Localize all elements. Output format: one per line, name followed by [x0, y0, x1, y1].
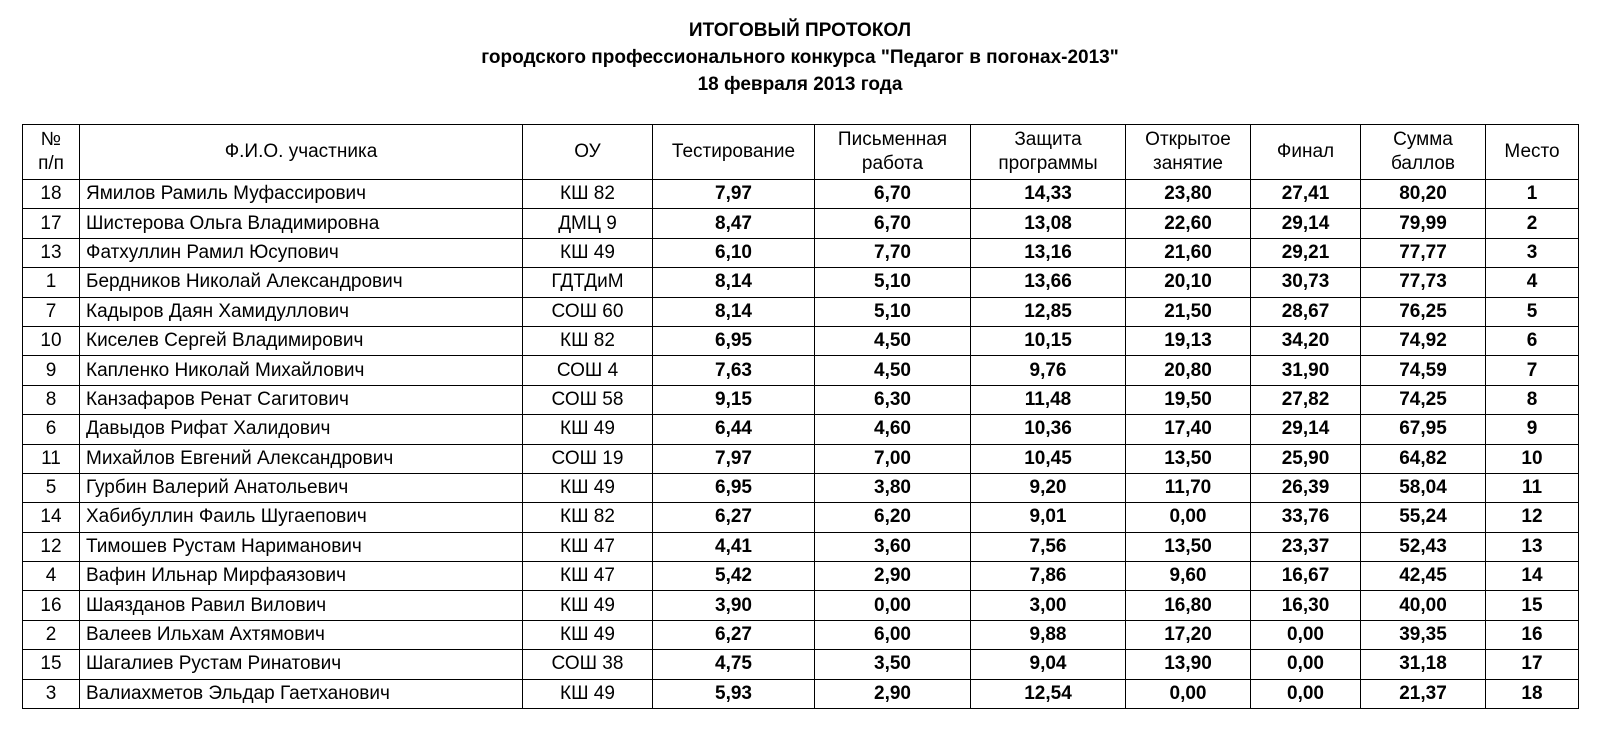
cell-place: 4 — [1486, 268, 1579, 297]
col-header-test: Тестирование — [653, 125, 815, 180]
cell-name: Фатхуллин Рамил Юсупович — [80, 238, 523, 267]
cell-sum: 67,95 — [1361, 415, 1486, 444]
cell-defense: 9,88 — [971, 620, 1126, 649]
cell-place: 9 — [1486, 415, 1579, 444]
cell-number: 9 — [23, 356, 80, 385]
document-date: 18 февраля 2013 года — [697, 74, 903, 95]
cell-open-lesson: 16,80 — [1126, 591, 1251, 620]
cell-open-lesson: 21,50 — [1126, 297, 1251, 326]
table-header-row — [23, 125, 1579, 180]
cell-org: КШ 82 — [523, 326, 653, 355]
cell-org: КШ 49 — [523, 679, 653, 708]
cell-sum: 74,59 — [1361, 356, 1486, 385]
cell-number: 13 — [23, 238, 80, 267]
table-row — [23, 209, 1579, 238]
cell-sum: 39,35 — [1361, 620, 1486, 649]
cell-written: 3,80 — [815, 473, 971, 502]
cell-defense: 13,16 — [971, 238, 1126, 267]
cell-name: Валиахметов Эльдар Гаетханович — [80, 679, 523, 708]
cell-name: Капленко Николай Михайлович — [80, 356, 523, 385]
cell-number: 11 — [23, 444, 80, 473]
cell-test: 6,10 — [653, 238, 815, 267]
cell-place: 10 — [1486, 444, 1579, 473]
cell-name: Шистерова Ольга Владимировна — [80, 209, 523, 238]
cell-written: 4,50 — [815, 326, 971, 355]
cell-open-lesson: 19,13 — [1126, 326, 1251, 355]
cell-written: 6,00 — [815, 620, 971, 649]
cell-defense: 12,54 — [971, 679, 1126, 708]
cell-defense: 10,15 — [971, 326, 1126, 355]
cell-written: 6,70 — [815, 209, 971, 238]
cell-test: 6,95 — [653, 473, 815, 502]
cell-test: 8,14 — [653, 297, 815, 326]
col-header-defense: Защита программы — [971, 125, 1126, 180]
document-header — [0, 17, 1600, 98]
cell-place: 15 — [1486, 591, 1579, 620]
cell-place: 7 — [1486, 356, 1579, 385]
cell-sum: 40,00 — [1361, 591, 1486, 620]
cell-number: 7 — [23, 297, 80, 326]
cell-final: 0,00 — [1251, 620, 1361, 649]
cell-test: 7,97 — [653, 444, 815, 473]
cell-sum: 64,82 — [1361, 444, 1486, 473]
cell-number: 17 — [23, 209, 80, 238]
cell-final: 34,20 — [1251, 326, 1361, 355]
cell-org: КШ 49 — [523, 238, 653, 267]
col-header-org: ОУ — [523, 125, 653, 180]
cell-name: Канзафаров Ренат Сагитович — [80, 385, 523, 414]
table-row — [23, 562, 1579, 591]
cell-sum: 58,04 — [1361, 473, 1486, 502]
cell-test: 8,14 — [653, 268, 815, 297]
table-row — [23, 297, 1579, 326]
cell-name: Шагалиев Рустам Ринатович — [80, 650, 523, 679]
cell-test: 4,41 — [653, 532, 815, 561]
col-header-number: № п/п — [23, 125, 80, 180]
cell-name: Вафин Ильнар Мирфаязович — [80, 562, 523, 591]
cell-place: 1 — [1486, 180, 1579, 209]
cell-open-lesson: 19,50 — [1126, 385, 1251, 414]
cell-org: СОШ 60 — [523, 297, 653, 326]
cell-test: 6,27 — [653, 503, 815, 532]
cell-open-lesson: 0,00 — [1126, 679, 1251, 708]
cell-written: 5,10 — [815, 297, 971, 326]
cell-defense: 10,36 — [971, 415, 1126, 444]
cell-name: Валеев Ильхам Ахтямович — [80, 620, 523, 649]
cell-sum: 74,92 — [1361, 326, 1486, 355]
table-row — [23, 180, 1579, 209]
document-subtitle: городского профессионального конкурса "Педагог в погонах-2013" — [481, 47, 1119, 68]
cell-defense: 11,48 — [971, 385, 1126, 414]
cell-written: 4,50 — [815, 356, 971, 385]
cell-number: 4 — [23, 562, 80, 591]
cell-place: 16 — [1486, 620, 1579, 649]
cell-org: КШ 82 — [523, 180, 653, 209]
cell-name: Хабибуллин Фаиль Шугаепович — [80, 503, 523, 532]
col-header-written: Письменная работа — [815, 125, 971, 180]
cell-name: Кадыров Даян Хамидуллович — [80, 297, 523, 326]
cell-written: 6,20 — [815, 503, 971, 532]
cell-defense: 9,76 — [971, 356, 1126, 385]
table-row — [23, 650, 1579, 679]
cell-place: 12 — [1486, 503, 1579, 532]
cell-place: 8 — [1486, 385, 1579, 414]
table-row — [23, 356, 1579, 385]
cell-sum: 55,24 — [1361, 503, 1486, 532]
cell-sum: 42,45 — [1361, 562, 1486, 591]
cell-org: КШ 47 — [523, 562, 653, 591]
cell-written: 3,50 — [815, 650, 971, 679]
cell-open-lesson: 17,20 — [1126, 620, 1251, 649]
cell-open-lesson: 20,10 — [1126, 268, 1251, 297]
table-row — [23, 385, 1579, 414]
cell-final: 29,14 — [1251, 209, 1361, 238]
cell-defense: 9,20 — [971, 473, 1126, 502]
cell-name: Давыдов Рифат Халидович — [80, 415, 523, 444]
cell-place: 3 — [1486, 238, 1579, 267]
cell-defense: 9,01 — [971, 503, 1126, 532]
cell-final: 27,41 — [1251, 180, 1361, 209]
cell-open-lesson: 22,60 — [1126, 209, 1251, 238]
cell-final: 31,90 — [1251, 356, 1361, 385]
cell-open-lesson: 13,50 — [1126, 444, 1251, 473]
cell-org: ДМЦ 9 — [523, 209, 653, 238]
cell-name: Бердников Николай Александрович — [80, 268, 523, 297]
cell-final: 16,67 — [1251, 562, 1361, 591]
cell-name: Шаязданов Равил Вилович — [80, 591, 523, 620]
cell-defense: 3,00 — [971, 591, 1126, 620]
cell-name: Киселев Сергей Владимирович — [80, 326, 523, 355]
cell-written: 4,60 — [815, 415, 971, 444]
cell-final: 28,67 — [1251, 297, 1361, 326]
cell-written: 6,30 — [815, 385, 971, 414]
cell-final: 16,30 — [1251, 591, 1361, 620]
cell-sum: 77,73 — [1361, 268, 1486, 297]
cell-org: КШ 49 — [523, 473, 653, 502]
cell-sum: 77,77 — [1361, 238, 1486, 267]
cell-place: 17 — [1486, 650, 1579, 679]
cell-number: 14 — [23, 503, 80, 532]
cell-open-lesson: 13,90 — [1126, 650, 1251, 679]
cell-written: 7,00 — [815, 444, 971, 473]
cell-test: 8,47 — [653, 209, 815, 238]
cell-place: 6 — [1486, 326, 1579, 355]
cell-org: СОШ 58 — [523, 385, 653, 414]
cell-org: КШ 49 — [523, 415, 653, 444]
cell-final: 25,90 — [1251, 444, 1361, 473]
cell-final: 30,73 — [1251, 268, 1361, 297]
cell-test: 5,93 — [653, 679, 815, 708]
cell-open-lesson: 9,60 — [1126, 562, 1251, 591]
cell-test: 3,90 — [653, 591, 815, 620]
col-header-open-lesson: Открытое занятие — [1126, 125, 1251, 180]
cell-org: СОШ 19 — [523, 444, 653, 473]
cell-open-lesson: 0,00 — [1126, 503, 1251, 532]
cell-test: 4,75 — [653, 650, 815, 679]
cell-defense: 7,86 — [971, 562, 1126, 591]
document-title: ИТОГОВЫЙ ПРОТОКОЛ — [688, 20, 912, 41]
cell-written: 3,60 — [815, 532, 971, 561]
table-row — [23, 473, 1579, 502]
table-row — [23, 591, 1579, 620]
cell-test: 6,95 — [653, 326, 815, 355]
cell-final: 29,14 — [1251, 415, 1361, 444]
cell-sum: 80,20 — [1361, 180, 1486, 209]
cell-written: 7,70 — [815, 238, 971, 267]
table-row — [23, 238, 1579, 267]
cell-test: 7,63 — [653, 356, 815, 385]
cell-name: Ямилов Рамиль Муфассирович — [80, 180, 523, 209]
cell-written: 0,00 — [815, 591, 971, 620]
cell-number: 5 — [23, 473, 80, 502]
cell-number: 2 — [23, 620, 80, 649]
cell-sum: 52,43 — [1361, 532, 1486, 561]
table-row — [23, 268, 1579, 297]
cell-number: 10 — [23, 326, 80, 355]
cell-defense: 7,56 — [971, 532, 1126, 561]
cell-name: Тимошев Рустам Нариманович — [80, 532, 523, 561]
cell-place: 13 — [1486, 532, 1579, 561]
cell-final: 33,76 — [1251, 503, 1361, 532]
cell-org: СОШ 4 — [523, 356, 653, 385]
cell-number: 8 — [23, 385, 80, 414]
cell-place: 2 — [1486, 209, 1579, 238]
table-body — [23, 180, 1579, 709]
cell-open-lesson: 23,80 — [1126, 180, 1251, 209]
cell-org: КШ 49 — [523, 620, 653, 649]
cell-place: 5 — [1486, 297, 1579, 326]
cell-name: Михайлов Евгений Александрович — [80, 444, 523, 473]
cell-test: 7,97 — [653, 180, 815, 209]
cell-defense: 10,45 — [971, 444, 1126, 473]
cell-sum: 31,18 — [1361, 650, 1486, 679]
cell-final: 0,00 — [1251, 650, 1361, 679]
cell-defense: 13,08 — [971, 209, 1126, 238]
cell-written: 2,90 — [815, 679, 971, 708]
cell-number: 1 — [23, 268, 80, 297]
cell-org: КШ 82 — [523, 503, 653, 532]
cell-open-lesson: 13,50 — [1126, 532, 1251, 561]
table-row — [23, 503, 1579, 532]
cell-org: ГДТДиМ — [523, 268, 653, 297]
cell-final: 0,00 — [1251, 679, 1361, 708]
table-row — [23, 620, 1579, 649]
cell-place: 18 — [1486, 679, 1579, 708]
cell-org: КШ 49 — [523, 591, 653, 620]
cell-final: 23,37 — [1251, 532, 1361, 561]
cell-written: 5,10 — [815, 268, 971, 297]
cell-number: 6 — [23, 415, 80, 444]
cell-defense: 13,66 — [971, 268, 1126, 297]
cell-test: 9,15 — [653, 385, 815, 414]
cell-org: КШ 47 — [523, 532, 653, 561]
cell-test: 6,27 — [653, 620, 815, 649]
cell-place: 11 — [1486, 473, 1579, 502]
cell-test: 6,44 — [653, 415, 815, 444]
cell-number: 3 — [23, 679, 80, 708]
cell-test: 5,42 — [653, 562, 815, 591]
cell-sum: 74,25 — [1361, 385, 1486, 414]
table-row — [23, 326, 1579, 355]
results-table — [22, 124, 1579, 709]
col-header-place: Место — [1486, 125, 1579, 180]
cell-number: 18 — [23, 180, 80, 209]
cell-name: Гурбин Валерий Анатольевич — [80, 473, 523, 502]
table-row — [23, 444, 1579, 473]
cell-number: 16 — [23, 591, 80, 620]
cell-final: 29,21 — [1251, 238, 1361, 267]
col-header-sum: Сумма баллов — [1361, 125, 1486, 180]
table-row — [23, 415, 1579, 444]
cell-open-lesson: 11,70 — [1126, 473, 1251, 502]
cell-defense: 14,33 — [971, 180, 1126, 209]
cell-number: 15 — [23, 650, 80, 679]
cell-open-lesson: 21,60 — [1126, 238, 1251, 267]
cell-sum: 76,25 — [1361, 297, 1486, 326]
cell-place: 14 — [1486, 562, 1579, 591]
cell-written: 6,70 — [815, 180, 971, 209]
cell-final: 26,39 — [1251, 473, 1361, 502]
cell-defense: 9,04 — [971, 650, 1126, 679]
cell-open-lesson: 17,40 — [1126, 415, 1251, 444]
cell-sum: 79,99 — [1361, 209, 1486, 238]
cell-org: СОШ 38 — [523, 650, 653, 679]
cell-defense: 12,85 — [971, 297, 1126, 326]
cell-open-lesson: 20,80 — [1126, 356, 1251, 385]
cell-number: 12 — [23, 532, 80, 561]
cell-final: 27,82 — [1251, 385, 1361, 414]
col-header-final: Финал — [1251, 125, 1361, 180]
table-row — [23, 532, 1579, 561]
cell-sum: 21,37 — [1361, 679, 1486, 708]
col-header-name: Ф.И.О. участника — [80, 125, 523, 180]
table-row — [23, 679, 1579, 708]
cell-written: 2,90 — [815, 562, 971, 591]
